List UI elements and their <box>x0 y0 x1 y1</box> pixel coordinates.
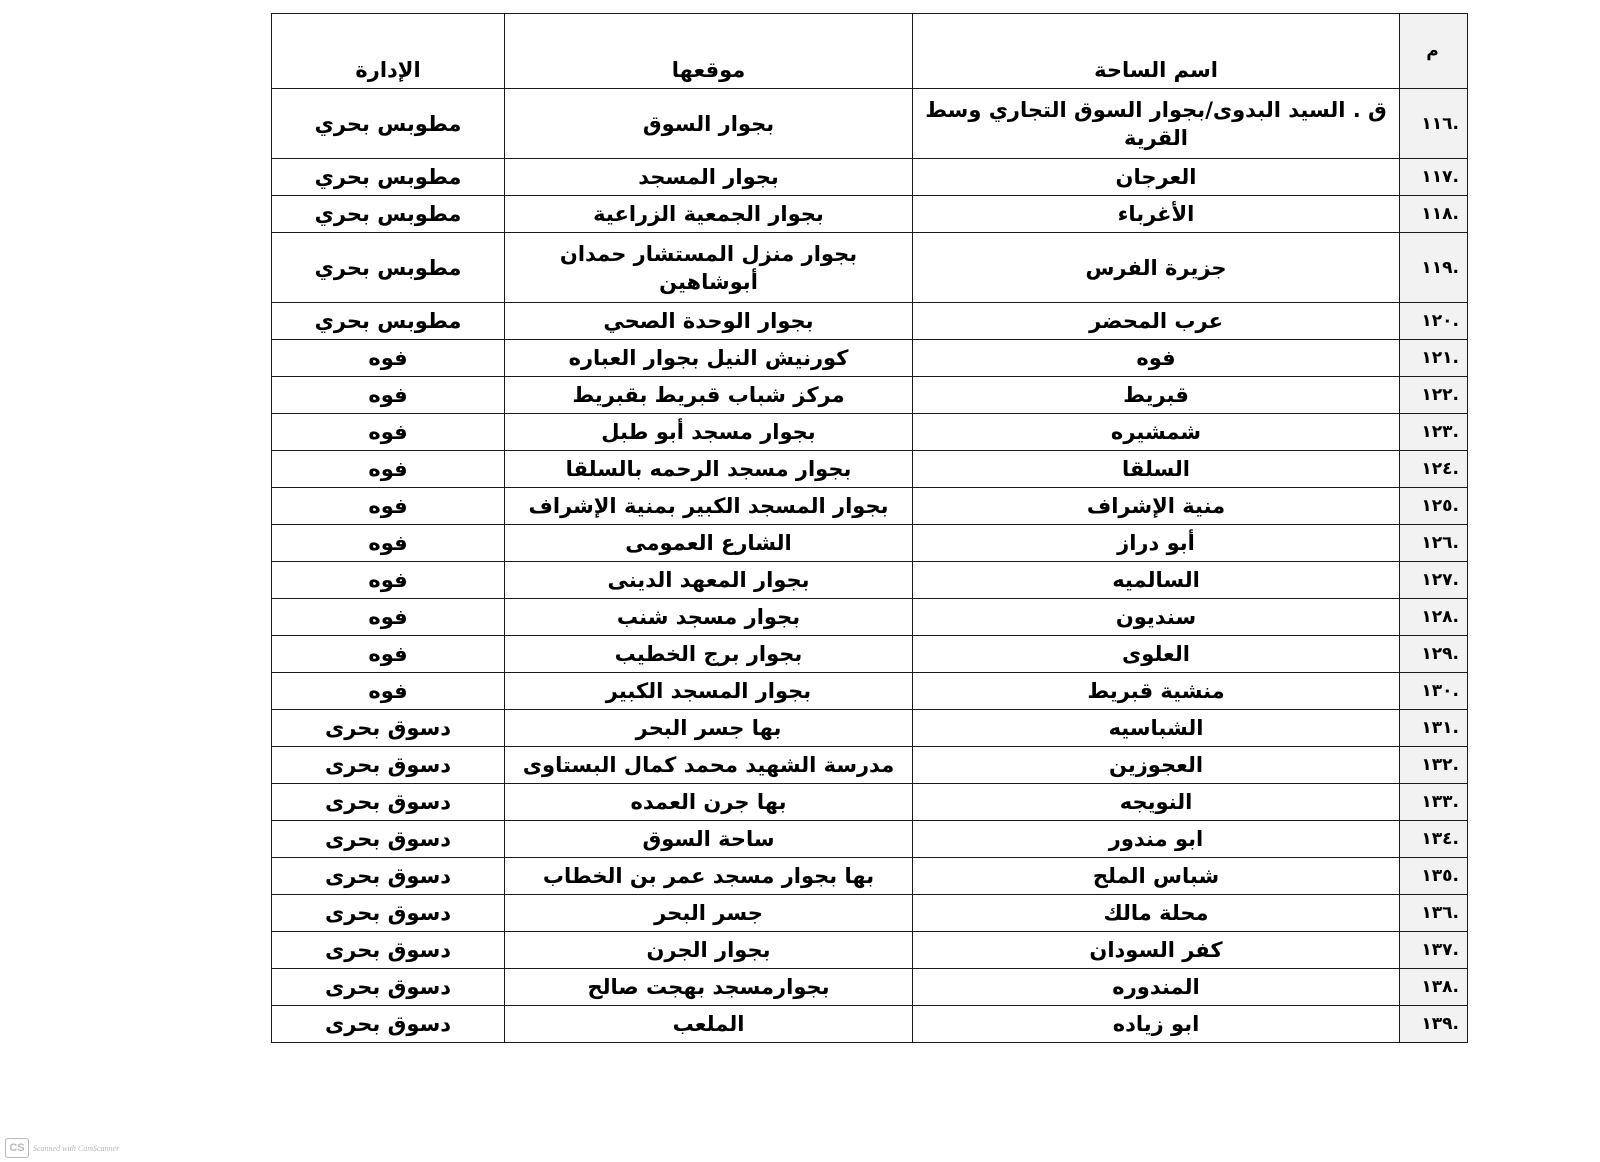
square-name-cell: شباس الملح <box>913 858 1400 895</box>
location-cell: بجوار الجمعية الزراعية <box>505 196 913 233</box>
administration-cell: مطوبس بحري <box>272 233 505 303</box>
square-name-cell: العجوزين <box>913 747 1400 784</box>
administration-cell: فوه <box>272 525 505 562</box>
row-number: ١٢٩. <box>1400 636 1468 673</box>
row-number: ١٢٧. <box>1400 562 1468 599</box>
location-cell: بجوار المسجد الكبير بمنية الإشراف <box>505 488 913 525</box>
table-row <box>272 821 1468 858</box>
administration-cell: فوه <box>272 488 505 525</box>
square-name-cell: عرب المحضر <box>913 303 1400 340</box>
square-name-cell: الأغرباء <box>913 196 1400 233</box>
row-number: ١٣٥. <box>1400 858 1468 895</box>
location-cell: بجوار برج الخطيب <box>505 636 913 673</box>
location-cell: بها بجوار مسجد عمر بن الخطاب <box>505 858 913 895</box>
administration-cell: فوه <box>272 451 505 488</box>
administration-cell: فوه <box>272 377 505 414</box>
table-row <box>272 451 1468 488</box>
location-cell: بجوار الجرن <box>505 932 913 969</box>
row-number: ١٣٦. <box>1400 895 1468 932</box>
location-cell: بجوار مسجد الرحمه بالسلقا <box>505 451 913 488</box>
square-name-cell: السلقا <box>913 451 1400 488</box>
camscanner-logo-icon: CS <box>5 1138 29 1158</box>
row-number: ١٣٣. <box>1400 784 1468 821</box>
location-cell: بجوار المسجد الكبير <box>505 673 913 710</box>
table-row <box>272 895 1468 932</box>
location-cell: الشارع العمومى <box>505 525 913 562</box>
administration-cell: فوه <box>272 414 505 451</box>
location-cell: بجوار المسجد <box>505 159 913 196</box>
row-number: ١١٩. <box>1400 233 1468 303</box>
header-square-name: اسم الساحة <box>913 14 1400 89</box>
square-name-cell: كفر السودان <box>913 932 1400 969</box>
row-number: ١١٦. <box>1400 89 1468 159</box>
row-number: ١٣٢. <box>1400 747 1468 784</box>
table-row <box>272 599 1468 636</box>
table-row <box>272 488 1468 525</box>
administration-cell: مطوبس بحري <box>272 89 505 159</box>
row-number: ١٢٤. <box>1400 451 1468 488</box>
table-row <box>272 196 1468 233</box>
row-number: ١٣٠. <box>1400 673 1468 710</box>
square-name-cell: ابو مندور <box>913 821 1400 858</box>
table-row <box>272 233 1468 303</box>
table-header-row <box>272 14 1468 89</box>
administration-cell: مطوبس بحري <box>272 159 505 196</box>
administration-cell: دسوق بحرى <box>272 710 505 747</box>
table-row <box>272 784 1468 821</box>
header-administration: الإدارة <box>272 14 505 89</box>
table-row <box>272 562 1468 599</box>
table-row <box>272 525 1468 562</box>
table-row <box>272 414 1468 451</box>
table-row <box>272 969 1468 1006</box>
row-number: ١٣٨. <box>1400 969 1468 1006</box>
administration-cell: فوه <box>272 340 505 377</box>
table-row <box>272 159 1468 196</box>
location-cell: بجوار مسجد أبو طبل <box>505 414 913 451</box>
row-number: ١٣٩. <box>1400 1006 1468 1043</box>
camscanner-watermark <box>5 1138 119 1158</box>
location-cell: بجوار منزل المستشار حمدان أبوشاهين <box>505 233 913 303</box>
row-number: ١٢٠. <box>1400 303 1468 340</box>
administration-cell: دسوق بحرى <box>272 747 505 784</box>
row-number: ١٢١. <box>1400 340 1468 377</box>
row-number: ١٢٢. <box>1400 377 1468 414</box>
square-name-cell: العرجان <box>913 159 1400 196</box>
location-cell: بجوار السوق <box>505 89 913 159</box>
table-row <box>272 710 1468 747</box>
administration-cell: فوه <box>272 599 505 636</box>
row-number: ١٣٤. <box>1400 821 1468 858</box>
table-row <box>272 858 1468 895</box>
square-name-cell: ق . السيد البدوى/بجوار السوق التجاري وسط القرية <box>913 89 1400 159</box>
location-cell: بها جرن العمده <box>505 784 913 821</box>
row-number: ١١٨. <box>1400 196 1468 233</box>
table-row <box>272 636 1468 673</box>
location-cell: بجوار المعهد الدينى <box>505 562 913 599</box>
row-number: ١٣١. <box>1400 710 1468 747</box>
location-cell: بها جسر البحر <box>505 710 913 747</box>
administration-cell: فوه <box>272 562 505 599</box>
location-cell: الملعب <box>505 1006 913 1043</box>
location-cell: بجوارمسجد بهجت صالح <box>505 969 913 1006</box>
row-number: ١١٧. <box>1400 159 1468 196</box>
square-name-cell: شمشيره <box>913 414 1400 451</box>
row-number: ١٣٧. <box>1400 932 1468 969</box>
location-cell: مركز شباب قبريط بقبريط <box>505 377 913 414</box>
location-cell: بجوار مسجد شنب <box>505 599 913 636</box>
row-number: ١٢٨. <box>1400 599 1468 636</box>
square-name-cell: جزيرة الفرس <box>913 233 1400 303</box>
administration-cell: دسوق بحرى <box>272 858 505 895</box>
location-cell: جسر البحر <box>505 895 913 932</box>
table-row <box>272 89 1468 159</box>
square-name-cell: منشية قبريط <box>913 673 1400 710</box>
table-row <box>272 340 1468 377</box>
table-row <box>272 1006 1468 1043</box>
square-name-cell: أبو دراز <box>913 525 1400 562</box>
administration-cell: مطوبس بحري <box>272 303 505 340</box>
square-name-cell: سنديون <box>913 599 1400 636</box>
table-row <box>272 303 1468 340</box>
row-number: ١٢٥. <box>1400 488 1468 525</box>
square-name-cell: السالميه <box>913 562 1400 599</box>
square-name-cell: المندوره <box>913 969 1400 1006</box>
camscanner-text: Scanned with CamScanner <box>33 1143 120 1153</box>
administration-cell: دسوق بحرى <box>272 821 505 858</box>
administration-cell: دسوق بحرى <box>272 784 505 821</box>
square-name-cell: فوه <box>913 340 1400 377</box>
administration-cell: دسوق بحرى <box>272 895 505 932</box>
administration-cell: دسوق بحرى <box>272 969 505 1006</box>
square-name-cell: محلة مالك <box>913 895 1400 932</box>
location-cell: مدرسة الشهيد محمد كمال البستاوى <box>505 747 913 784</box>
table-row <box>272 673 1468 710</box>
location-cell: كورنيش النيل بجوار العباره <box>505 340 913 377</box>
header-number: م <box>1400 14 1468 89</box>
square-name-cell: ابو زياده <box>913 1006 1400 1043</box>
square-name-cell: قبريط <box>913 377 1400 414</box>
header-location: موقعها <box>505 14 913 89</box>
square-name-cell: النويجه <box>913 784 1400 821</box>
square-name-cell: العلوى <box>913 636 1400 673</box>
table-row <box>272 932 1468 969</box>
row-number: ١٢٣. <box>1400 414 1468 451</box>
administration-cell: فوه <box>272 673 505 710</box>
table-row <box>272 377 1468 414</box>
administration-cell: دسوق بحرى <box>272 932 505 969</box>
administration-cell: فوه <box>272 636 505 673</box>
table-row <box>272 747 1468 784</box>
squares-table <box>271 13 1468 1043</box>
location-cell: ساحة السوق <box>505 821 913 858</box>
square-name-cell: الشباسيه <box>913 710 1400 747</box>
square-name-cell: منية الإشراف <box>913 488 1400 525</box>
administration-cell: دسوق بحرى <box>272 1006 505 1043</box>
location-cell: بجوار الوحدة الصحي <box>505 303 913 340</box>
administration-cell: مطوبس بحري <box>272 196 505 233</box>
row-number: ١٢٦. <box>1400 525 1468 562</box>
